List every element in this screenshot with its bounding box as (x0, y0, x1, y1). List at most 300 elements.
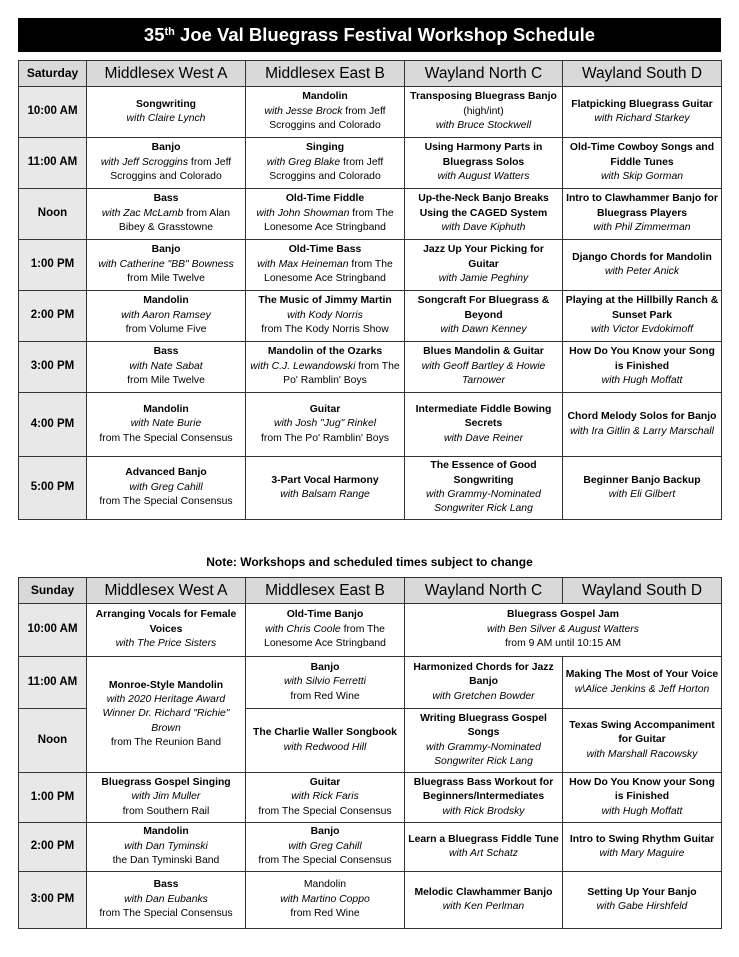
time-cell: 11:00 AM (19, 657, 87, 709)
instructor-text: with Victor Evdokimoff (590, 324, 694, 336)
workshop-cell (563, 872, 722, 929)
workshop-title: Melodic Clawhammer Banjo (414, 886, 553, 898)
instructor-text: with Hugh Moffatt (601, 375, 683, 387)
band-text: from The Po' Ramblin' Boys (261, 432, 389, 444)
workshop-title: The Music of Jimmy Martin (258, 295, 392, 307)
workshop-detail (248, 675, 402, 689)
schedule-row (19, 823, 722, 872)
workshop-detail (407, 432, 560, 446)
workshop-detail (565, 112, 719, 126)
workshop-cell (563, 189, 722, 240)
workshop-cell (246, 604, 405, 657)
instructor-text: with Jim Muller (131, 791, 201, 803)
instructor-text: with Peter Anick (604, 266, 680, 277)
instructor-text: with Greg Blake (266, 156, 341, 168)
instructor-text: with Dan Tyminski (124, 840, 208, 852)
saturday-schedule-table (18, 60, 722, 520)
instructor-text: with Zac McLamb (101, 207, 184, 219)
workshop-cell (87, 872, 246, 929)
band-text: from Jeff Scroggins and Colorado (269, 105, 386, 132)
workshop-title: Songwriting (135, 98, 197, 110)
time-cell: 1:00 PM (19, 240, 87, 291)
workshop-title: Blues Mandolin & Guitar (423, 346, 544, 358)
schedule-row (19, 773, 722, 823)
workshop-title: Setting Up Your Banjo (587, 886, 697, 898)
workshop-detail (89, 156, 243, 185)
workshop-cell (563, 291, 722, 342)
time-cell: 1:00 PM (19, 773, 87, 823)
time-cell: Noon (19, 189, 87, 240)
workshop-cell (246, 393, 405, 457)
workshop-detail (407, 105, 560, 119)
schedule-row (19, 872, 722, 929)
workshop-title: Mandolin (143, 295, 189, 307)
workshop-cell (563, 657, 722, 709)
time-cell: 3:00 PM (19, 342, 87, 393)
room-header: Middlesex East B (246, 61, 405, 87)
workshop-detail (565, 170, 719, 184)
workshop-title: Intermediate Fiddle Bowing Secrets (415, 403, 552, 430)
instructor-text: with Max Heineman (257, 258, 349, 270)
workshop-title: Songcraft For Bluegrass & Beyond (417, 295, 550, 321)
workshop-title: Harmonized Chords for Jazz Banjo (413, 661, 554, 688)
workshop-detail (89, 790, 243, 804)
workshop-detail (89, 893, 243, 907)
workshop-title: Bass (153, 879, 179, 891)
workshop-detail (565, 323, 719, 337)
workshop-detail (407, 272, 560, 286)
workshop-title: Django Chords for Mandolin (572, 251, 712, 263)
instructor-text: with Eli Gilbert (608, 489, 676, 500)
instructor-text: with Gabe Hirshfeld (596, 901, 688, 912)
workshop-detail (407, 623, 719, 637)
room-header: Wayland North C (405, 578, 563, 604)
day-label: Saturday (19, 61, 87, 87)
room-header: Wayland South D (563, 578, 722, 604)
workshop-detail (407, 119, 560, 133)
workshop-detail (407, 900, 560, 914)
sunday-header-row (19, 578, 722, 604)
workshop-title: Making The Most of Your Voice (565, 669, 719, 681)
saturday-header-row (19, 61, 722, 87)
instructor-text: with Dave Kiphuth (441, 222, 526, 234)
workshop-title: Learn a Bluegrass Fiddle Tune (408, 833, 559, 845)
workshop-detail (89, 374, 243, 388)
workshop-title: How Do You Know your Song is Finished (569, 776, 715, 803)
instructor-text: with Balsam Range (280, 489, 370, 500)
workshop-title: Monroe-Style Mandolin (108, 679, 224, 691)
instructor-text: with Dawn Kenney (440, 324, 527, 336)
workshop-detail (89, 112, 243, 126)
band-text: from 9 AM until 10:15 AM (504, 638, 622, 650)
schedule-row (19, 189, 722, 240)
workshop-detail (89, 805, 243, 819)
workshop-detail (565, 425, 719, 439)
band-text: from The Special Consensus (99, 496, 233, 508)
instructor-text: with Rick Brodsky (442, 805, 525, 817)
workshop-title: 3-Part Vocal Harmony (271, 474, 379, 486)
workshop-detail (248, 907, 402, 921)
workshop-detail (565, 374, 719, 388)
room-header: Middlesex West A (87, 61, 246, 87)
workshop-detail (248, 207, 402, 236)
time-cell: 2:00 PM (19, 291, 87, 342)
workshop-detail (565, 265, 719, 279)
workshop-detail (248, 854, 402, 868)
instructor-text: with John Showman (256, 207, 350, 219)
workshop-detail (248, 360, 402, 389)
instructor-text: with Dan Eubanks (124, 893, 208, 905)
workshop-detail (248, 741, 402, 755)
instructor-text: with Mary Maguire (599, 848, 685, 859)
workshop-cell (87, 138, 246, 189)
workshop-title: Old-Time Banjo (286, 609, 364, 621)
workshop-cell (87, 87, 246, 138)
workshop-title: The Charlie Waller Songbook (253, 727, 397, 739)
band-text: from The Reunion Band (110, 737, 222, 749)
title-text: Joe Val Bluegrass Festival Workshop Schedule (174, 24, 596, 45)
workshop-title: Playing at the Hillbilly Ranch & Sunset Park (565, 295, 719, 321)
band-text: from The Po' Ramblin' Boys (283, 360, 400, 387)
instructor-text: w\Alice Jenkins & Jeff Horton (574, 683, 710, 695)
workshop-detail (248, 805, 402, 819)
workshop-title: Guitar (309, 403, 341, 415)
workshop-detail (89, 840, 243, 854)
workshop-title: Banjo (151, 142, 181, 154)
workshop-cell (246, 138, 405, 189)
instructor-text: with Greg Cahill (129, 481, 203, 493)
workshop-title: Singing (305, 142, 345, 154)
workshop-detail (248, 432, 402, 446)
band-text: from Volume Five (125, 324, 207, 336)
workshop-title: Mandolin (143, 403, 189, 415)
workshop-title: Mandolin (302, 91, 348, 103)
room-header: Middlesex East B (246, 578, 405, 604)
workshop-cell (405, 189, 563, 240)
workshop-title: Old-Time Cowboy Songs and Fiddle Tunes (569, 142, 715, 168)
workshop-cell (87, 189, 246, 240)
workshop-cell (563, 393, 722, 457)
workshop-title: Banjo (310, 826, 340, 838)
workshop-cell (87, 773, 246, 823)
instructor-text: with Hugh Moffatt (601, 805, 683, 817)
schedule-row (19, 342, 722, 393)
workshop-cell (246, 709, 405, 773)
workshop-title: Intro to Swing Rhythm Guitar (569, 833, 715, 845)
workshop-cell (246, 342, 405, 393)
instructor-text: with Josh "Jug" Rinkel (273, 418, 377, 430)
workshop-detail (248, 623, 402, 652)
band-text: from Mile Twelve (127, 375, 205, 387)
time-cell: 10:00 AM (19, 604, 87, 657)
band-text: from The Lonesome Ace Stringband (264, 258, 393, 285)
title-ordinal-suffix: th (164, 26, 175, 38)
workshop-detail (407, 690, 560, 704)
workshop-cell (563, 342, 722, 393)
workshop-detail (248, 790, 402, 804)
workshop-cell (563, 240, 722, 291)
instructor-text: with Greg Cahill (288, 840, 362, 852)
room-header: Wayland North C (405, 61, 563, 87)
workshop-detail (565, 221, 719, 235)
workshop-detail (248, 309, 402, 323)
time-cell: 10:00 AM (19, 87, 87, 138)
band-text: from The Special Consensus (99, 908, 233, 920)
workshop-detail (89, 907, 243, 921)
workshop-detail (248, 893, 402, 907)
time-cell: Noon (19, 709, 87, 773)
instructor-text: with Ira Gitlin & Larry Marschall (570, 425, 714, 437)
workshop-title: Bass (153, 193, 179, 205)
workshop-detail (248, 258, 402, 287)
workshop-cell (405, 657, 563, 709)
instructor-text: with Nate Burie (130, 418, 202, 430)
workshop-detail (89, 417, 243, 431)
workshop-cell (405, 87, 563, 138)
workshop-cell (246, 773, 405, 823)
workshop-cell (87, 342, 246, 393)
workshop-title: Bluegrass Gospel Jam (506, 609, 620, 621)
schedule-note: Note: Workshops and scheduled times subject to change (206, 555, 533, 569)
workshop-title: Jazz Up Your Picking for Guitar (423, 244, 544, 270)
workshop-title: Writing Bluegrass Gospel Songs (420, 712, 547, 739)
workshop-cell (87, 604, 246, 657)
instructor-text: with Grammy-Nominated Songwriter Rick Lang (426, 489, 541, 515)
instructor-text: with Silvio Ferretti (284, 676, 366, 688)
workshop-cell (87, 393, 246, 457)
workshop-detail (89, 495, 243, 509)
workshop-title: Up-the-Neck Banjo Breaks Using the CAGED System (418, 193, 549, 219)
band-text: from The Lonesome Ace Stringband (264, 207, 394, 234)
workshop-cell (246, 872, 405, 929)
schedule-row (19, 457, 722, 520)
workshop-title: Using Harmony Parts in Bluegrass Solos (424, 142, 543, 168)
instructor-text: with Art Schatz (449, 848, 518, 859)
workshop-title: Old-Time Fiddle (285, 193, 365, 205)
schedule-row (19, 657, 722, 709)
instructor-text: with The Price Sisters (115, 638, 217, 650)
workshop-detail (89, 637, 243, 651)
time-cell: 2:00 PM (19, 823, 87, 872)
workshop-detail (407, 360, 560, 389)
instructor-text: with Geoff Bartley & Howie Tarnower (421, 360, 546, 387)
instructor-text: with Catherine "BB" Bowness (98, 258, 234, 270)
band-text: from The Lonesome Ace Stringband (264, 623, 386, 650)
workshop-cell (405, 604, 722, 657)
workshop-detail (565, 805, 719, 819)
instructor-text: with Ken Perlman (442, 901, 525, 912)
workshop-detail (89, 258, 243, 272)
instructor-text: with Rick Faris (291, 791, 359, 803)
time-cell: 3:00 PM (19, 872, 87, 929)
workshop-title: Texas Swing Accompaniment for Guitar (569, 719, 715, 746)
instructor-text: with Jamie Peghiny (438, 273, 529, 285)
workshop-detail (248, 323, 402, 337)
workshop-detail (89, 323, 243, 337)
workshop-detail (407, 221, 560, 235)
workshop-cell (246, 189, 405, 240)
workshop-cell (87, 291, 246, 342)
band-text: from Jeff Scroggins and Colorado (269, 156, 384, 183)
band-text: Mandolin (303, 879, 347, 891)
instructor-text: with Claire Lynch (126, 113, 206, 124)
band-text: from The Special Consensus (258, 855, 392, 867)
band-text: from The Special Consensus (258, 805, 392, 817)
workshop-detail (89, 481, 243, 495)
sunday-schedule-table (18, 577, 722, 929)
room-header: Middlesex West A (87, 578, 246, 604)
workshop-detail (407, 741, 560, 770)
workshop-cell (405, 291, 563, 342)
workshop-detail (89, 432, 243, 446)
instructor-text: with Ben Silver & August Watters (487, 623, 639, 635)
instructor-text: with Grammy-Nominated Songwriter Rick Lang (426, 741, 541, 767)
workshop-cell (246, 87, 405, 138)
workshop-cell (87, 657, 246, 773)
workshop-title: Intro to Clawhammer Banjo for Bluegrass Players (566, 193, 718, 219)
schedule-row (19, 87, 722, 138)
workshop-title: Guitar (309, 776, 341, 788)
workshop-detail (248, 156, 402, 185)
workshop-title: Transposing Bluegrass Banjo (410, 91, 557, 103)
workshop-title: Banjo (151, 244, 181, 256)
workshop-detail (248, 690, 402, 704)
workshop-title: Banjo (310, 661, 340, 673)
schedule-row (19, 291, 722, 342)
workshop-cell (563, 87, 722, 138)
time-cell: 5:00 PM (19, 457, 87, 520)
workshop-detail (407, 323, 560, 337)
band-text: from The Kody Norris Show (261, 324, 389, 336)
band-text: from The Special Consensus (99, 432, 233, 444)
page-title (18, 18, 721, 52)
workshop-title: Bluegrass Bass Workout for Beginners/Intermediates (413, 776, 554, 803)
band-text: from Southern Rail (122, 805, 210, 817)
workshop-cell (246, 240, 405, 291)
instructor-text: with Kody Norris (287, 309, 363, 321)
instructor-text: with Nate Sabat (129, 360, 203, 372)
instructor-text: with Jesse Brock (264, 105, 343, 117)
workshop-title: Flatpicking Bluegrass Guitar (571, 98, 713, 110)
band-text: from Red Wine (290, 908, 360, 920)
workshop-title: Beginner Banjo Backup (583, 474, 701, 486)
workshop-title: How Do You Know your Song is Finished (569, 346, 715, 372)
workshop-cell (405, 138, 563, 189)
workshop-cell (246, 823, 405, 872)
workshop-title: Advanced Banjo (125, 467, 207, 479)
instructor-text: with Richard Starkey (594, 113, 690, 124)
day-label: Sunday (19, 578, 87, 604)
workshop-detail (89, 272, 243, 286)
workshop-title: Arranging Vocals for Female Voices (95, 609, 237, 635)
workshop-detail (407, 805, 560, 819)
instructor-text: with Redwood Hill (283, 741, 367, 753)
instructor-text: with Bruce Stockwell (435, 120, 532, 132)
workshop-detail (565, 683, 719, 697)
workshop-title: Old-Time Bass (288, 244, 362, 256)
workshop-cell (87, 240, 246, 291)
workshop-title: Mandolin (143, 826, 189, 838)
workshop-detail (565, 488, 719, 502)
workshop-title: The Essence of Good Songwriting (430, 460, 537, 486)
workshop-detail (407, 170, 560, 184)
band-text: from Red Wine (290, 690, 360, 702)
workshop-title: Mandolin of the Ozarks (267, 346, 383, 358)
instructor-text: with Jeff Scroggins (100, 156, 189, 168)
workshop-cell (246, 457, 405, 520)
workshop-detail (89, 736, 243, 750)
workshop-detail (565, 748, 719, 762)
workshop-cell (405, 240, 563, 291)
workshop-cell (405, 872, 563, 929)
workshop-detail (248, 417, 402, 431)
workshop-detail (89, 854, 243, 868)
workshop-detail (89, 360, 243, 374)
workshop-detail (248, 840, 402, 854)
band-text: from Mile Twelve (127, 273, 205, 285)
room-header: Wayland South D (563, 61, 722, 87)
workshop-cell (405, 342, 563, 393)
workshop-detail (89, 693, 243, 736)
instructor-text: with C.J. Lewandowski (250, 360, 356, 372)
schedule-row (19, 138, 722, 189)
workshop-cell (405, 457, 563, 520)
instructor-text: with Dave Reiner (443, 432, 524, 444)
band-text: from Alan Bibey & Grasstowne (118, 207, 231, 234)
schedule-row (19, 393, 722, 457)
workshop-cell (563, 773, 722, 823)
workshop-title: Bass (153, 346, 179, 358)
band-text: from Jeff Scroggins and Colorado (110, 156, 232, 183)
workshop-cell (405, 709, 563, 773)
band-text: (high/int) (463, 105, 504, 117)
workshop-detail (407, 637, 719, 651)
workshop-cell (563, 709, 722, 773)
instructor-text: with 2020 Heritage Award Winner Dr. Richard "Richie" Brown (102, 693, 230, 734)
band-text: the Dan Tyminski Band (112, 855, 220, 867)
workshop-cell (563, 457, 722, 520)
workshop-cell (563, 138, 722, 189)
workshop-detail (565, 847, 719, 861)
workshop-cell (246, 657, 405, 709)
workshop-detail (248, 878, 402, 892)
workshop-detail (248, 105, 402, 134)
workshop-detail (89, 309, 243, 323)
workshop-detail (407, 847, 560, 861)
workshop-detail (89, 207, 243, 236)
time-cell: 4:00 PM (19, 393, 87, 457)
workshop-detail (565, 900, 719, 914)
workshop-cell (405, 393, 563, 457)
workshop-cell (87, 823, 246, 872)
instructor-text: with Chris Coole (265, 623, 341, 635)
workshop-title: Bluegrass Gospel Singing (101, 776, 231, 788)
instructor-text: with Martino Coppo (280, 893, 370, 905)
instructor-text: with Skip Gorman (601, 171, 683, 183)
schedule-row (19, 604, 722, 657)
instructor-text: with August Watters (437, 171, 530, 183)
workshop-cell (87, 457, 246, 520)
schedule-row (19, 240, 722, 291)
workshop-cell (246, 291, 405, 342)
instructor-text: with Aaron Ramsey (121, 309, 211, 321)
workshop-cell (405, 773, 563, 823)
workshop-cell (405, 823, 563, 872)
workshop-cell (563, 823, 722, 872)
instructor-text: with Gretchen Bowder (432, 690, 535, 702)
workshop-title: Chord Melody Solos for Banjo (567, 411, 717, 423)
time-cell: 11:00 AM (19, 138, 87, 189)
